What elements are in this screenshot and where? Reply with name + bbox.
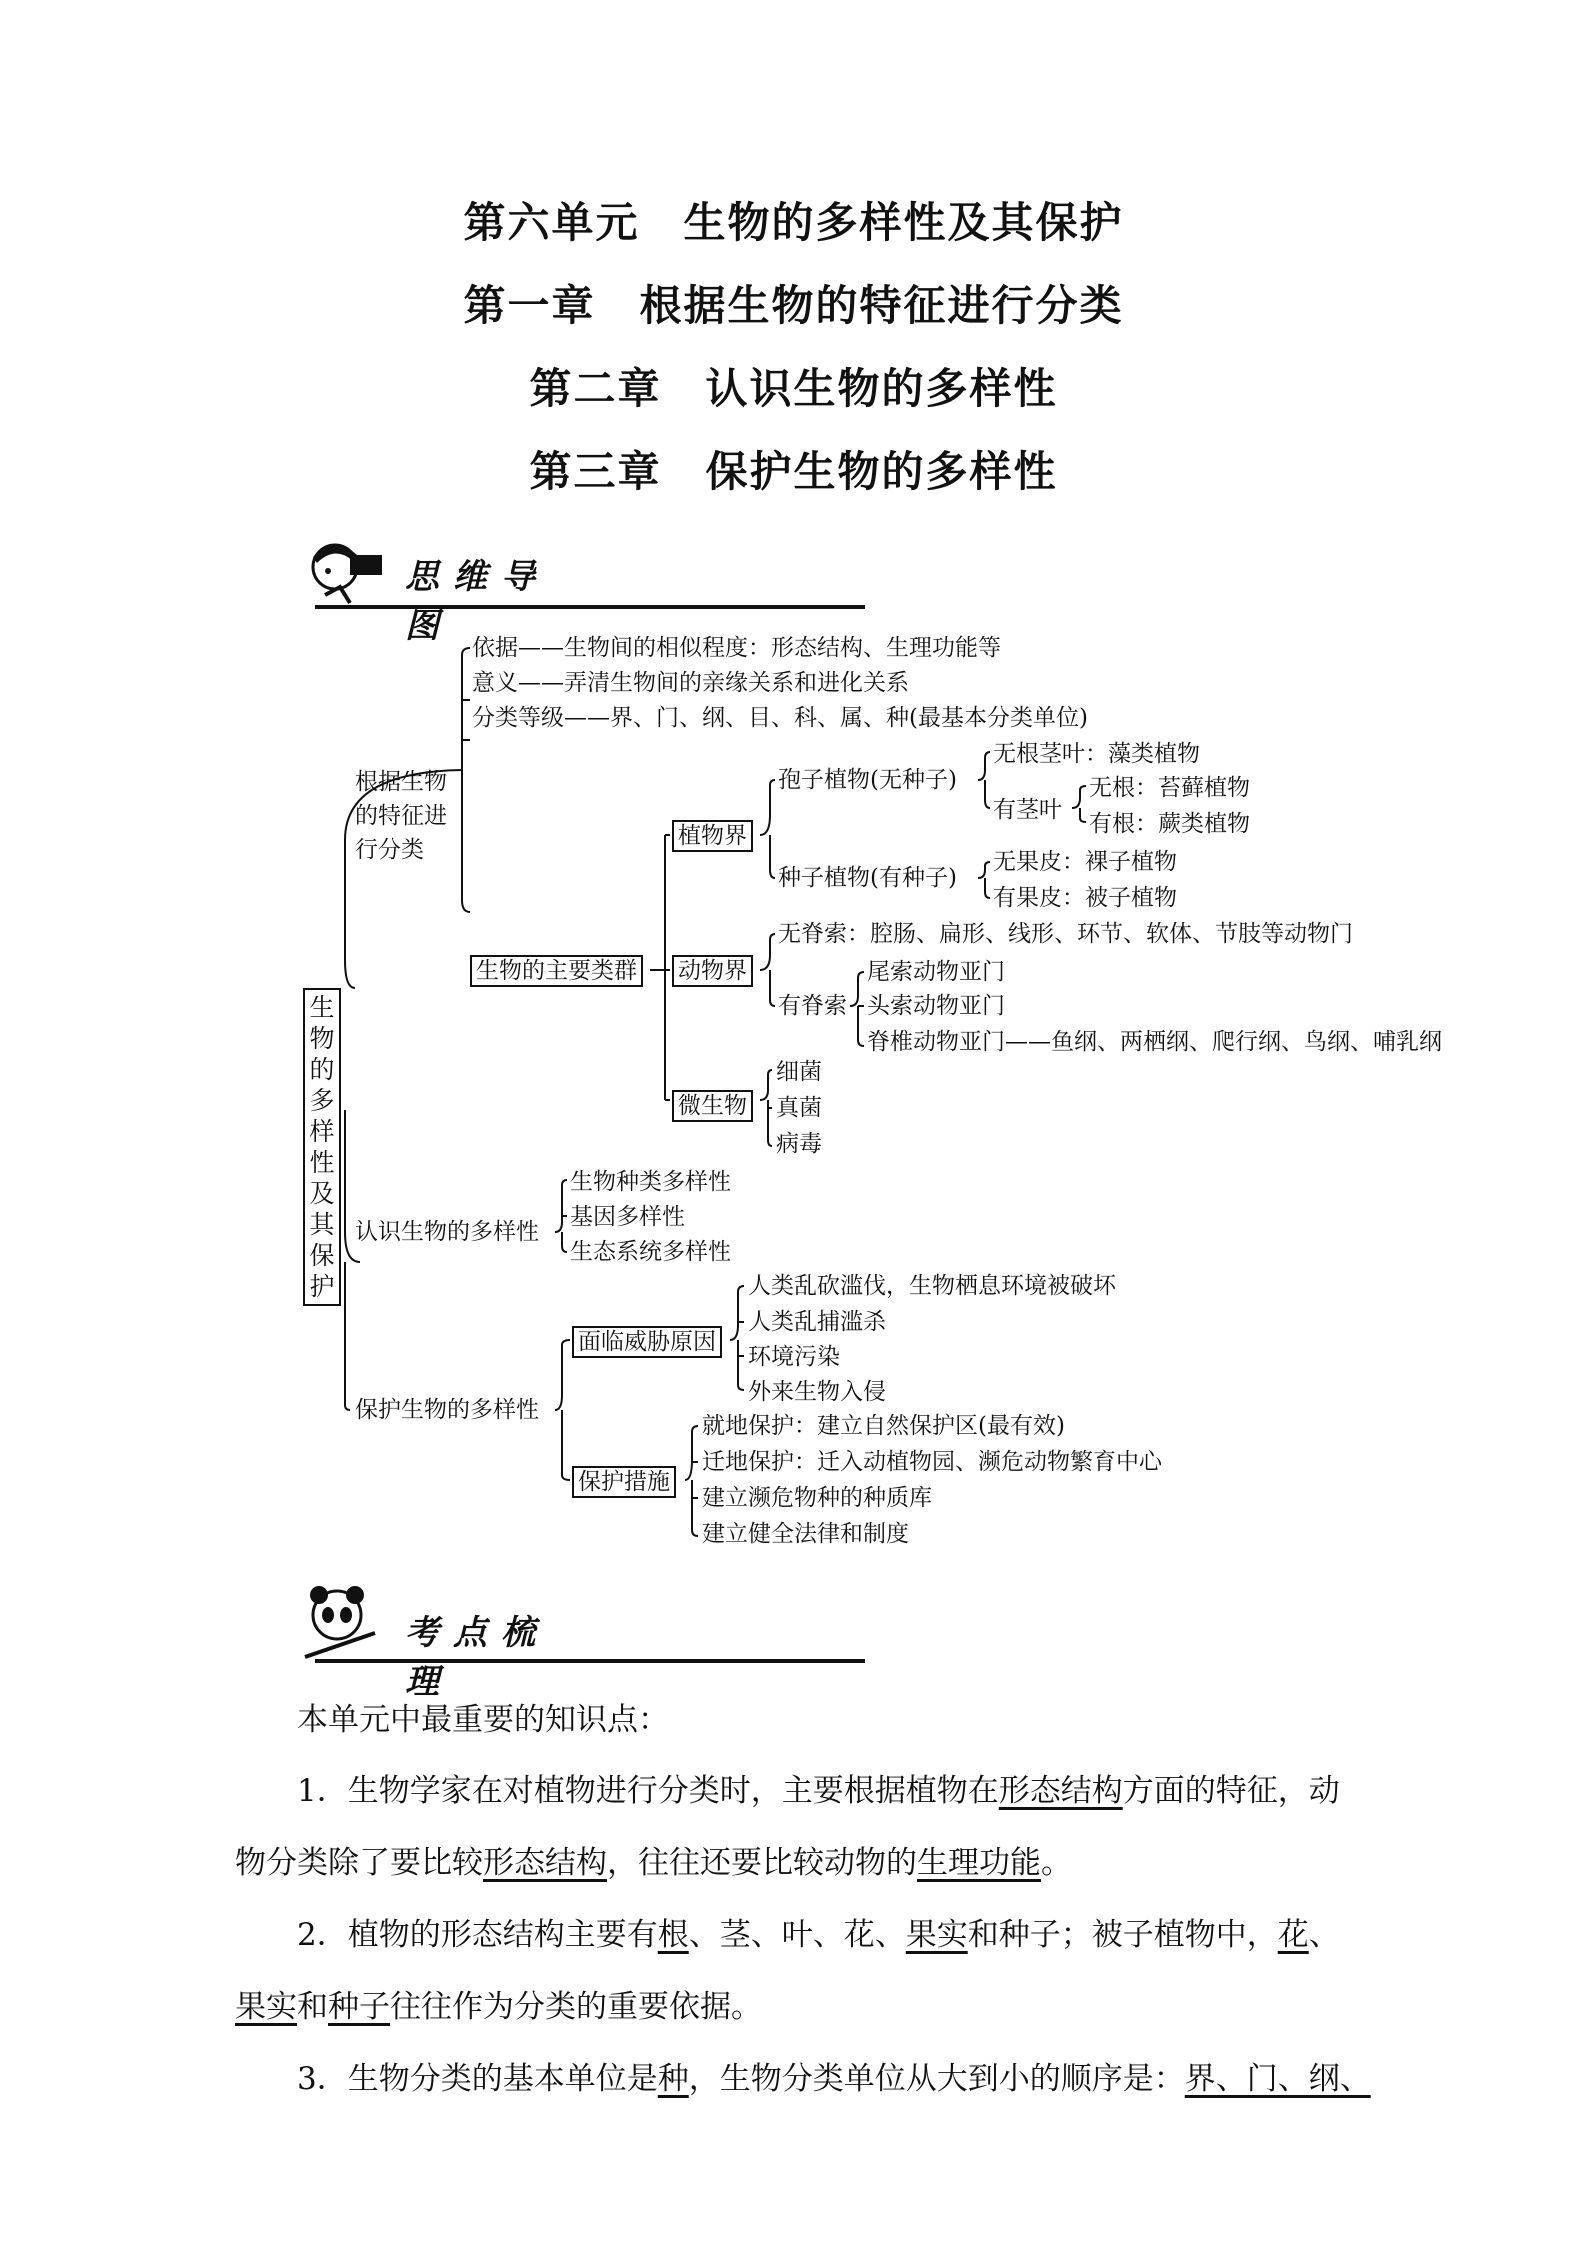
levels-text: 分类等级——界、门、纲、目、科、属、种(最基本分类单位)	[472, 705, 1088, 731]
measure-item: 建立健全法律和制度	[702, 1521, 909, 1547]
unit-title: 第六单元 生物的多样性及其保护	[463, 198, 1124, 247]
keypoints-banner	[295, 1575, 585, 1702]
ecosystem-diversity: 生态系统多样性	[570, 1239, 731, 1265]
invertebrate-phyla: 无脊索：腔肠、扁形、线形、环节、软体、节肢等动物门	[778, 921, 1353, 947]
chordate: 有脊索	[778, 993, 847, 1019]
measures-box: 保护措施	[572, 1466, 676, 1498]
fungi: 真菌	[776, 1095, 822, 1121]
plant-kingdom-box: 植物界	[672, 820, 753, 852]
main-groups-box: 生物的主要类群	[470, 955, 643, 987]
meaning-text: 意义——弄清生物间的亲缘关系和进化关系	[472, 670, 909, 696]
mindmap-banner-title: 思维导图	[405, 557, 549, 646]
microorganism-box: 微生物	[672, 1090, 753, 1122]
stem-leaf: 有茎叶	[993, 797, 1062, 823]
threat-item: 外来生物入侵	[748, 1379, 886, 1405]
cartoon-panda-icon	[295, 1575, 390, 1665]
threat-item: 环境污染	[748, 1344, 840, 1370]
point-1-cont: 物分类除了要比较形态结构，往往还要比较动物的生理功能。	[235, 1845, 1072, 1881]
viruses: 病毒	[776, 1131, 822, 1157]
mindmap-root: 生 物 的 多 样 性 及 其 保 护	[303, 988, 341, 1306]
urochordata: 尾索动物亚门	[867, 959, 1005, 985]
chapter-1-title: 第一章 根据生物的特征进行分类	[463, 281, 1124, 330]
cephalochordata: 头索动物亚门	[867, 993, 1005, 1019]
species-diversity: 生物种类多样性	[570, 1169, 731, 1195]
keypoints-banner-title: 考点梳理	[405, 1613, 549, 1702]
seed-plants: 种子植物(有种子)	[778, 865, 957, 891]
chapter-2-title: 第二章 认识生物的多样性	[529, 364, 1058, 413]
point-2-cont: 果实和种子往往作为分类的重要依据。	[235, 1989, 762, 2025]
algae: 无根茎叶：藻类植物	[993, 741, 1200, 767]
mosses: 无根：苔藓植物	[1089, 775, 1250, 801]
threat-item: 人类乱捕滥杀	[748, 1309, 886, 1335]
threats-box: 面临威胁原因	[572, 1326, 722, 1358]
point-2: 2．植物的形态结构主要有根、茎、叶、花、果实和种子；被子植物中，花、	[297, 1917, 1340, 1953]
intro-paragraph: 本单元中最重要的知识点：	[297, 1702, 669, 1738]
bacteria: 细菌	[776, 1059, 822, 1085]
genetic-diversity: 基因多样性	[570, 1204, 685, 1230]
animal-kingdom-box: 动物界	[672, 955, 753, 987]
branch-recognize: 认识生物的多样性	[355, 1219, 539, 1245]
spore-plants: 孢子植物(无种子)	[778, 767, 957, 793]
measure-item: 迁地保护：迁入动植物园、濒危动物繁育中心	[702, 1449, 1162, 1475]
basis-text: 依据——生物间的相似程度：形态结构、生理功能等	[472, 635, 1001, 661]
vertebrata: 脊椎动物亚门——鱼纲、两栖纲、爬行纲、鸟纲、哺乳纲	[867, 1029, 1442, 1055]
chapter-3-title: 第三章 保护生物的多样性	[529, 447, 1058, 496]
gymnosperms: 无果皮：裸子植物	[993, 849, 1177, 875]
point-3: 3．生物分类的基本单位是种，生物分类单位从大到小的顺序是：界、门、纲、	[297, 2061, 1371, 2097]
angiosperms: 有果皮：被子植物	[993, 885, 1177, 911]
threat-item: 人类乱砍滥伐，生物栖息环境被破坏	[748, 1273, 1116, 1299]
ferns: 有根：蕨类植物	[1089, 811, 1250, 837]
measure-item: 就地保护：建立自然保护区(最有效)	[702, 1413, 1065, 1439]
branch-protect: 保护生物的多样性	[355, 1397, 539, 1423]
branch-classification: 根据生物 的特征进 行分类	[355, 769, 447, 863]
point-1: 1．生物学家在对植物进行分类时，主要根据植物在形态结构方面的特征，动	[297, 1773, 1340, 1809]
measure-item: 建立濒危物种的种质库	[702, 1485, 932, 1511]
